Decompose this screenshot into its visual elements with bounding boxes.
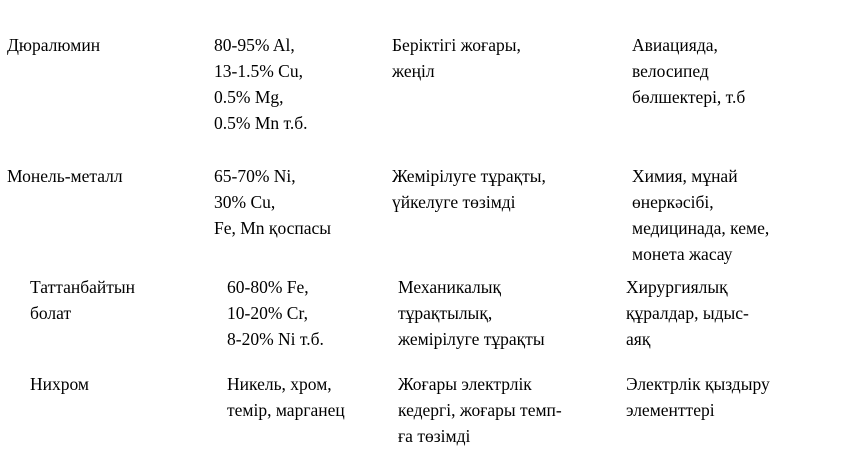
row-1-composition xyxy=(214,32,308,136)
row-1-usage xyxy=(632,32,745,110)
usage-line: Авиацияда, xyxy=(632,35,718,55)
properties-line: ға төзімді xyxy=(398,426,471,446)
row-1-properties xyxy=(392,32,521,84)
usage-line: Хирургиялық xyxy=(626,277,728,297)
composition-line: 65-70% Ni, xyxy=(214,166,296,186)
usage-line: элементтері xyxy=(626,400,715,420)
composition-line: Fe, Mn қоспасы xyxy=(214,218,332,238)
properties-line: Жоғары электрлік xyxy=(398,374,532,394)
composition-line: 0.5% Mn т.б. xyxy=(214,113,308,133)
usage-line: өнеркәсібі, xyxy=(632,192,714,212)
alloy-name: Нихром xyxy=(30,374,89,394)
row-4-usage xyxy=(626,371,770,423)
usage-line: медицинада, кеме, xyxy=(632,218,770,238)
properties-line: Механикалық xyxy=(398,277,502,297)
composition-line: 80-95% Al, xyxy=(214,35,295,55)
alloy-name: Монель-металл xyxy=(7,166,123,186)
alloy-name: Таттанбайтын xyxy=(30,277,136,297)
usage-line: құралдар, ыдыс- xyxy=(626,303,749,323)
composition-line: темір, марганец xyxy=(227,400,345,420)
row-3-alloy-name xyxy=(30,274,135,326)
properties-line: үйкелуге төзімді xyxy=(392,192,516,212)
properties-line: тұрақтылық, xyxy=(398,303,493,323)
usage-line: велосипед xyxy=(632,61,709,81)
alloy-name: болат xyxy=(30,303,72,323)
composition-line: Никель, хром, xyxy=(227,374,332,394)
properties-line: Беріктігі жоғары, xyxy=(392,35,521,55)
row-1-alloy-name xyxy=(7,32,100,58)
row-2-alloy-name xyxy=(7,163,123,189)
row-4-alloy-name xyxy=(30,371,89,397)
row-3-composition xyxy=(227,274,324,352)
usage-line: Электрлік қыздыру xyxy=(626,374,770,394)
composition-line: 13-1.5% Cu, xyxy=(214,61,303,81)
row-2-usage xyxy=(632,163,769,267)
row-2-properties xyxy=(392,163,546,215)
row-3-usage xyxy=(626,274,749,352)
composition-line: 30% Cu, xyxy=(214,192,276,212)
usage-line: аяқ xyxy=(626,329,651,349)
usage-line: монета жасау xyxy=(632,244,733,264)
properties-line: кедергі, жоғары темп- xyxy=(398,400,562,420)
alloy-name: Дюралюмин xyxy=(7,35,101,55)
usage-line: бөлшектері, т.б xyxy=(632,87,746,107)
composition-line: 10-20% Cr, xyxy=(227,303,308,323)
usage-line: Химия, мұнай xyxy=(632,166,738,186)
properties-line: жеңіл xyxy=(392,61,435,81)
row-3-properties xyxy=(398,274,545,352)
row-2-composition xyxy=(214,163,331,241)
properties-line: Жемірілуге тұрақты, xyxy=(392,166,546,186)
composition-line: 0.5% Mg, xyxy=(214,87,284,107)
properties-line: жемірілуге тұрақты xyxy=(398,329,545,349)
row-4-properties xyxy=(398,371,562,449)
row-4-composition xyxy=(227,371,345,423)
composition-line: 8-20% Ni т.б. xyxy=(227,329,324,349)
composition-line: 60-80% Fe, xyxy=(227,277,309,297)
